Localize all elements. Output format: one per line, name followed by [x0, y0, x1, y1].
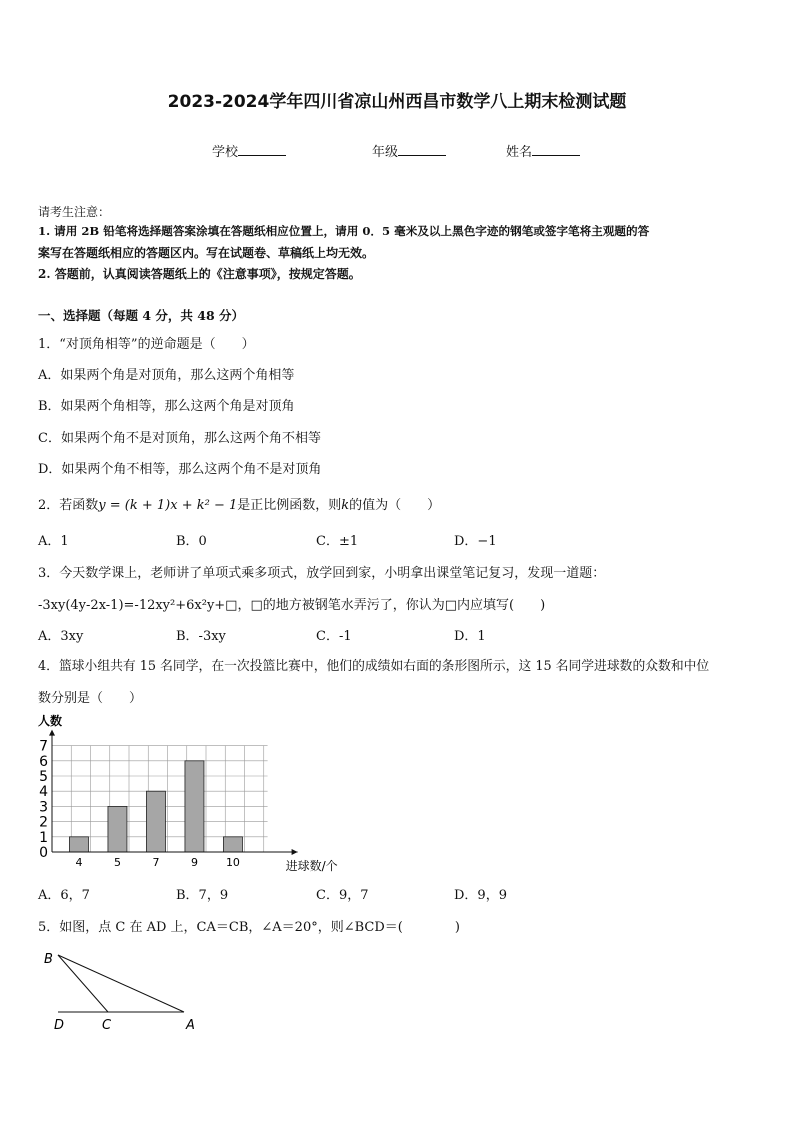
q2-suffix: 的值为（ ）	[349, 498, 441, 513]
notice-heading: 请考生注意：	[38, 205, 111, 219]
q4-option-b: B．7，9	[176, 888, 229, 903]
school-field	[212, 141, 286, 160]
school-label: 学校	[212, 145, 239, 160]
q4-bar-chart	[30, 710, 350, 880]
chart-x-tick-label: 10	[225, 856, 240, 869]
q4-stem-line-2: 数分别是（ ）	[38, 691, 143, 706]
line-bc	[58, 955, 108, 1012]
q2-option-d: D．−1	[454, 534, 497, 549]
q3-formula-line: -3xy(4y-2x-1)=-12xy²+6x²y+□，□的地方被钢笔水弄污了，你认为□内应填写( )	[38, 598, 546, 613]
section-heading: 一、选择题（每题 4 分，共 48 分）	[38, 308, 245, 323]
chart-x-tick-label: 7	[152, 856, 160, 869]
q1-option-b: B．如果两个角相等，那么这两个角是对顶角	[38, 399, 295, 414]
line-ba	[58, 955, 184, 1012]
chart-y-tick-label: 6	[39, 753, 48, 770]
q4-option-c: C．9，7	[316, 888, 369, 903]
chart-x-tick-label: 9	[190, 856, 198, 869]
point-label-c: C	[102, 1018, 112, 1033]
grade-blank	[398, 143, 446, 156]
chart-y-tick-label: 1	[39, 829, 48, 846]
q4-option-a: A．6，7	[38, 888, 90, 903]
q5-triangle-figure	[36, 945, 206, 1040]
point-label-d: D	[54, 1018, 65, 1033]
chart-bar	[146, 791, 165, 852]
q3-option-c: C．-1	[316, 629, 352, 644]
chart-y-axis-arrow	[49, 730, 55, 736]
grade-field	[372, 141, 446, 160]
page-title: 2023-2024学年四川省凉山州西昌市数学八上期末检测试题	[167, 92, 627, 112]
point-label-b: B	[44, 952, 53, 967]
name-blank	[532, 143, 580, 156]
chart-x-tick-label: 5	[113, 856, 121, 869]
q4-option-d: D．9，9	[454, 888, 507, 903]
chart-y-tick-label: 2	[39, 814, 48, 831]
notice-item-2: 2. 答题前，认真阅读答题纸上的《注意事项》，按规定答题。	[38, 267, 361, 281]
q3-stem: 3．今天数学课上，老师讲了单项式乘多项式，放学回到家，小明拿出课堂笔记复习，发现一道题：	[38, 566, 606, 581]
q1-stem: 1．“对顶角相等”的逆命题是（ ）	[38, 337, 255, 352]
chart-y-axis-title: 人数	[38, 714, 63, 728]
chart-bar	[223, 837, 242, 852]
chart-x-axis-title: 进球数/个	[285, 859, 338, 873]
name-field	[506, 141, 580, 160]
q2-option-b: B．0	[176, 534, 207, 549]
chart-x-axis-arrow	[292, 849, 298, 855]
q2-option-c: C．±1	[316, 534, 359, 549]
chart-x-tick-label: 4	[75, 856, 83, 869]
q1-option-d: D．如果两个角不相等，那么这两个角不是对顶角	[38, 462, 322, 477]
chart-bar	[185, 761, 204, 852]
chart-y-tick-label: 5	[39, 769, 48, 785]
q2-option-a: A．1	[38, 534, 69, 549]
chart-y-tick-label: 7	[39, 738, 48, 755]
q5-stem: 5．如图，点 C 在 AD 上，CA＝CB，∠A＝20°，则∠BCD＝( )	[38, 920, 460, 935]
point-label-a: A	[186, 1018, 195, 1033]
chart-axes	[49, 730, 298, 855]
chart-y-tick-label: 0	[39, 845, 48, 861]
q2-prefix: 2．若函数	[38, 498, 99, 513]
q3-option-d: D．1	[454, 629, 486, 644]
q2-middle: 是正比例函数，则	[237, 498, 342, 513]
notice-item-1-line-2: 案写在答题纸相应的答题区内。写在试题卷、草稿纸上均无效。	[38, 246, 375, 260]
q3-option-b: B．-3xy	[176, 629, 226, 644]
notice-item-1-line-1: 1. 请用 2B 铅笔将选择题答案涂填在答题纸相应位置上，请用 0．5 毫米及以上黑色字迹的钢笔或签字笔将主观题的答	[38, 224, 650, 238]
q2-formula: y = (k + 1)x + k² − 1	[98, 498, 238, 513]
grade-label: 年级	[372, 145, 399, 160]
q1-option-a: A．如果两个角是对顶角，那么这两个角相等	[38, 368, 295, 383]
chart-y-tick-label: 4	[39, 784, 48, 801]
q3-option-a: A．3xy	[38, 629, 84, 644]
q2-var: k	[341, 498, 350, 513]
chart-y-tick-label: 3	[39, 799, 48, 816]
name-label: 姓名	[506, 145, 533, 160]
school-blank	[238, 143, 286, 156]
q1-option-c: C．如果两个角不是对顶角，那么这两个角不相等	[38, 431, 321, 446]
q4-stem-line-1: 4．篮球小组共有 15 名同学，在一次投篮比赛中，他们的成绩如右面的条形图所示，这 15 名同学进球数的众数和中位	[38, 659, 710, 674]
chart-bar	[108, 806, 127, 852]
q2-stem	[38, 494, 440, 513]
chart-bar	[69, 837, 88, 852]
